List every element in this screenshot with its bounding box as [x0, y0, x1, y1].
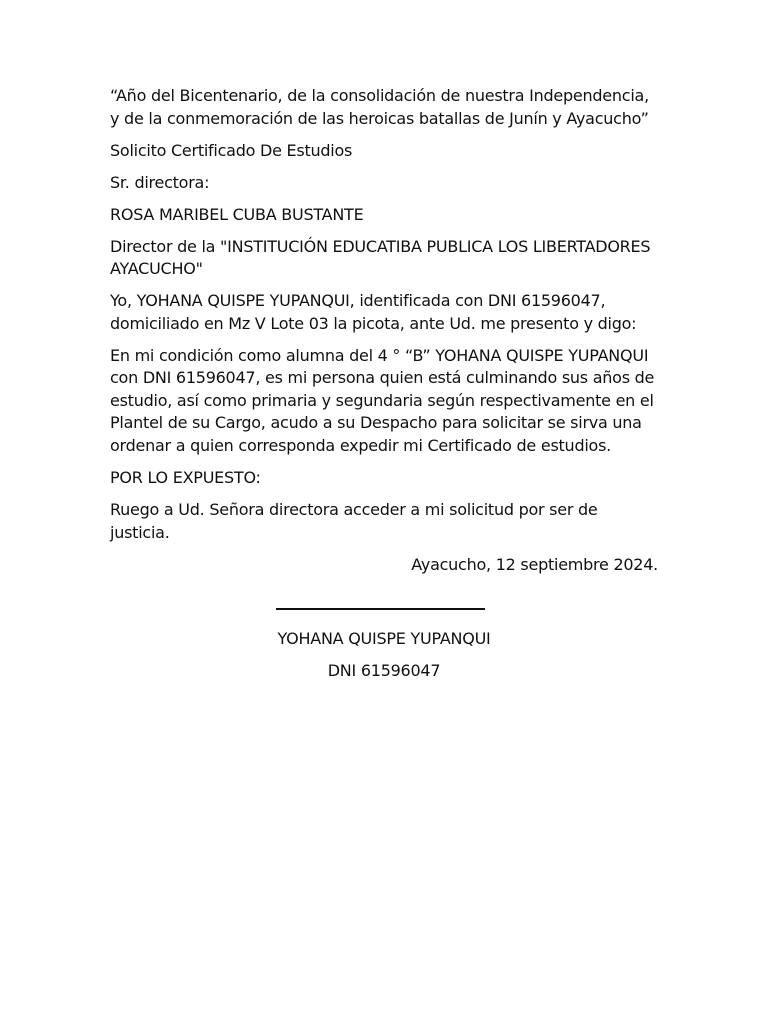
signature-name: YOHANA QUISPE YUPANQUI: [277, 629, 491, 648]
signature-line: [276, 608, 485, 610]
signature-dni: DNI 61596047: [327, 661, 441, 680]
introduction-paragraph: Yo, YOHANA QUISPE YUPANQUI, identificada con DNI 61596047, domiciliado en Mz V Lote 03 la picota, ante Ud. me presento y digo:: [110, 291, 637, 333]
recipient-name: ROSA MARIBEL CUBA BUSTANTE: [110, 204, 364, 224]
letter-body: [110, 85, 658, 586]
request-paragraph: Ruego a Ud. Señora directora acceder a mi solicitud por ser de justicia.: [110, 500, 598, 542]
recipient-title: Director de la "INSTITUCIÓN EDUCATIBA PUBLICA LOS LIBERTADORES AYACUCHO": [110, 236, 651, 279]
place-date: Ayacucho, 12 septiembre 2024.: [411, 554, 658, 574]
body-paragraph: En mi condición como alumna del 4 ° “B” YOHANA QUISPE YUPANQUI con DNI 61596047, es mi persona quien está culminando sus años de estudio, así como primaria y segundaria según respectivamente en el Plantel de su Cargo, acudo a su Despacho para solicitar se sirva una ordenar a quien corresponda expedir mi Certificado de estudios.: [110, 345, 655, 456]
salutation: Sr. directora:: [110, 172, 210, 192]
subject-line: Solicito Certificado De Estudios: [110, 140, 353, 160]
motto: “Año del Bicentenario, de la consolidación de nuestra Independencia, y de la conmemoración de las heroicas batallas de Junín y Ayacucho”: [110, 86, 649, 128]
por-lo-expuesto: POR LO EXPUESTO:: [110, 468, 261, 488]
